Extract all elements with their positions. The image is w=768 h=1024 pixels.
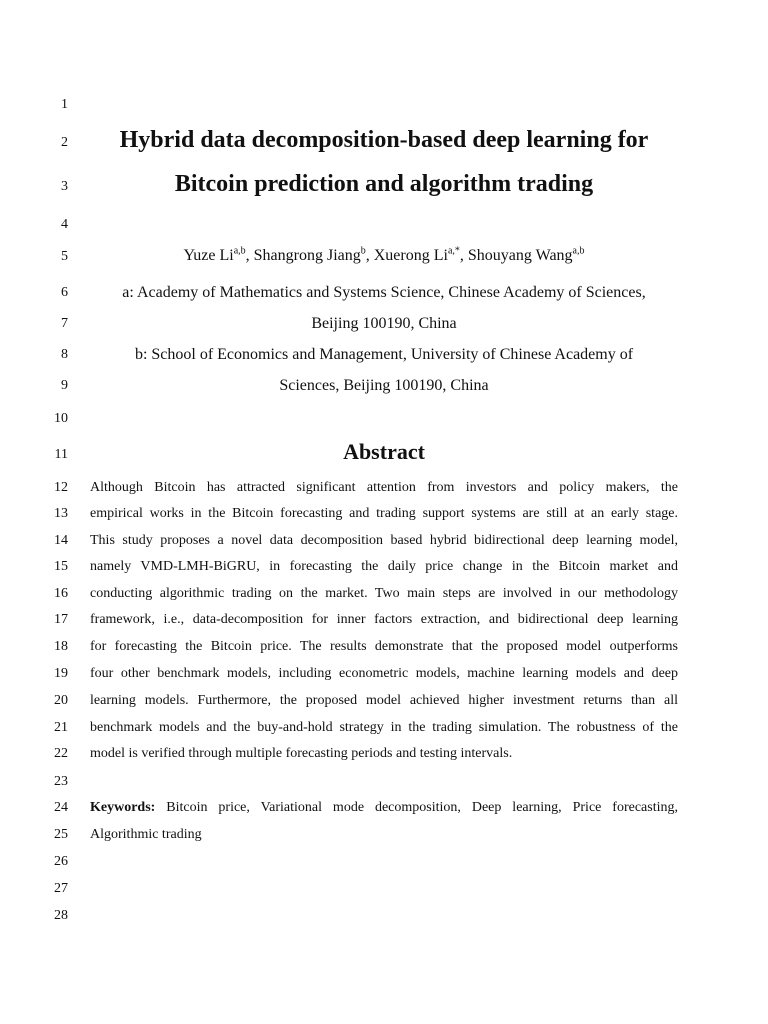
line-number: 10	[54, 411, 68, 426]
abstract-heading: Abstract	[343, 439, 425, 464]
author-affiliation-mark: a,*	[447, 245, 460, 257]
author-name: Shouyang Wang	[467, 247, 573, 264]
affiliation-b-line-2: Sciences, Beijing 100190, China	[279, 377, 489, 394]
line-number: 12	[54, 480, 68, 495]
line-number: 23	[54, 774, 68, 789]
line-number: 13	[54, 506, 68, 521]
line-number: 22	[54, 746, 68, 761]
line-number: 5	[61, 249, 68, 264]
abstract-line: empirical works in the Bitcoin forecasting and trading support systems are still at an early stage.	[90, 506, 678, 521]
author-separator: ,	[245, 247, 254, 264]
keywords-label: Keywords:	[90, 800, 156, 815]
author-separator: ,	[459, 247, 468, 264]
line-number: 3	[61, 179, 68, 194]
abstract-line: learning models. Furthermore, the proposed model achieved higher investment returns than all	[90, 693, 678, 708]
author-name: Xuerong Li	[373, 247, 448, 264]
line-number: 19	[54, 666, 68, 681]
abstract-line: for forecasting the Bitcoin price. The results demonstrate that the proposed model outperforms	[90, 639, 678, 654]
abstract-line: This study proposes a novel data decomposition based hybrid bidirectional deep learning model,	[90, 533, 678, 548]
line-number: 4	[61, 217, 68, 232]
author-name: Yuze Li	[183, 247, 234, 264]
author-list	[90, 246, 678, 266]
abstract-line: framework, i.e., data-decomposition for inner factors extraction, and bidirectional deep learning	[90, 612, 678, 627]
affiliation-a-line-1: a: Academy of Mathematics and Systems Science, Chinese Academy of Sciences,	[122, 284, 646, 301]
author-name: Shangrong Jiang	[253, 247, 361, 264]
author-affiliation-mark: b	[360, 245, 366, 257]
affiliation-b-line-1: b: School of Economics and Management, University of Chinese Academy of	[134, 346, 634, 363]
line-number: 15	[54, 559, 68, 574]
abstract-line: four other benchmark models, including econometric models, machine learning models and deep	[90, 666, 678, 681]
line-number: 17	[54, 612, 68, 627]
line-number: 18	[54, 639, 68, 654]
line-number: 26	[54, 854, 68, 869]
line-number: 11	[54, 447, 68, 462]
paper-title-line-1: Hybrid data decomposition-based deep learning for	[119, 127, 649, 153]
abstract-line: Although Bitcoin has attracted significant attention from investors and policy makers, the	[90, 480, 678, 495]
keywords-text: Bitcoin price, Variational mode decomposition, Deep learning, Price forecasting,	[155, 800, 678, 815]
line-number: 6	[61, 285, 68, 300]
abstract-line: benchmark models and the buy-and-hold strategy in the trading simulation. The robustness of the	[90, 720, 678, 735]
author-affiliation-mark: a,b	[572, 245, 585, 257]
line-number: 1	[61, 97, 68, 112]
line-number: 21	[54, 720, 68, 735]
keywords-line-2: Algorithmic trading	[90, 827, 202, 842]
abstract-line: conducting algorithmic trading on the market. Two main steps are involved in our methodology	[90, 586, 678, 601]
author-separator: ,	[365, 247, 374, 264]
line-number: 27	[54, 881, 68, 896]
line-number: 20	[54, 693, 68, 708]
line-number: 25	[54, 827, 68, 842]
author-affiliation-mark: a,b	[233, 245, 246, 257]
abstract-line: model is verified through multiple forecasting periods and testing intervals.	[90, 746, 513, 761]
line-number: 7	[61, 316, 68, 331]
line-number: 24	[54, 800, 68, 815]
abstract-line: namely VMD-LMH-BiGRU, in forecasting the daily price change in the Bitcoin market and	[90, 559, 678, 574]
paper-title-line-2: Bitcoin prediction and algorithm trading	[174, 171, 594, 197]
line-number: 8	[61, 347, 68, 362]
keywords-line-1	[90, 799, 678, 817]
line-number: 2	[61, 135, 68, 150]
line-number: 9	[61, 378, 68, 393]
line-number: 28	[54, 908, 68, 923]
line-number: 16	[54, 586, 68, 601]
affiliation-a-line-2: Beijing 100190, China	[311, 315, 457, 332]
line-number: 14	[54, 533, 68, 548]
